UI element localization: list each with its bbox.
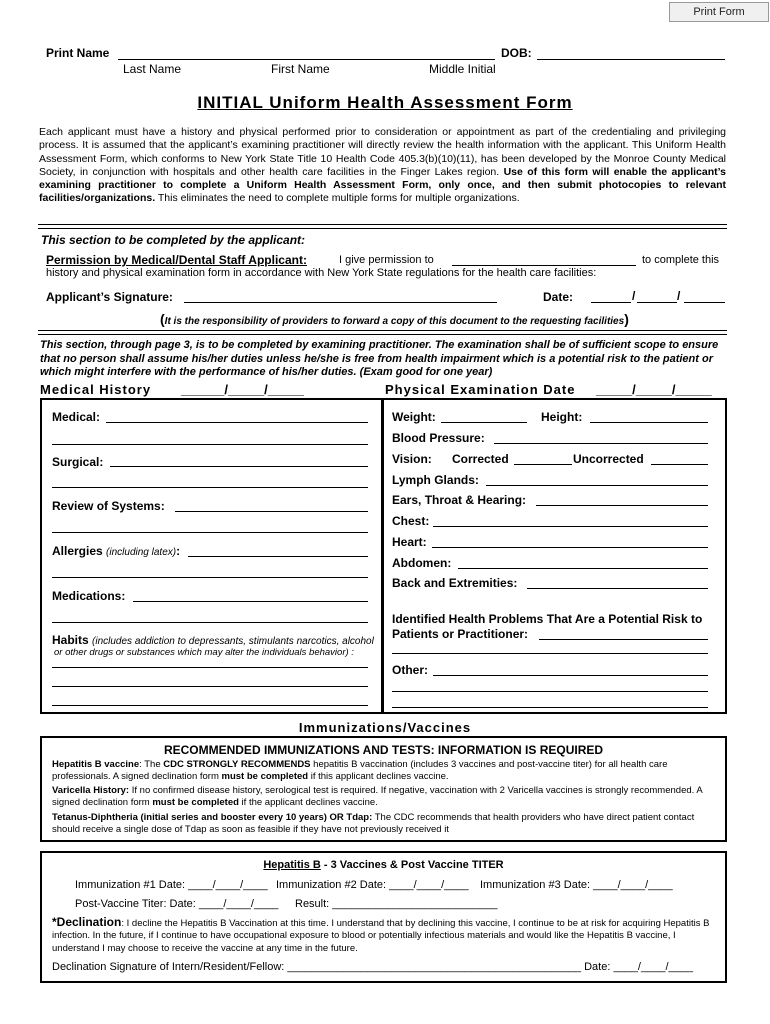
- titer-result[interactable]: Result: ___________________________: [295, 898, 498, 910]
- physical-exam-heading: Physical Examination Date: [385, 382, 576, 397]
- corrected-label: Corrected: [452, 452, 509, 466]
- section-divider: [38, 330, 727, 335]
- health-problems-field[interactable]: [539, 639, 708, 640]
- medications-label: Medications:: [52, 589, 126, 603]
- print-name-label: Print Name: [46, 46, 110, 60]
- allergies-field[interactable]: [188, 556, 368, 557]
- declination-paragraph: *Declination: I decline the Hepatitis B Vaccination at this time. I understand that by declining this vaccine, I continue to be at risk for acquiring Hepatitis B infection. In the future, if I continue to have occupational exposure to blood or potentially infectious materials and would like the Hepatitis B vaccine, I understand I may choose to receive the vaccine at any time in the future.: [52, 915, 710, 954]
- physical-exam-date[interactable]: _____/_____/_____: [596, 382, 712, 397]
- applicant-signature-field[interactable]: [184, 302, 497, 303]
- declination-signature-line[interactable]: Declination Signature of Intern/Resident/Fellow: ________________________________________________ Date: ____/____/____: [52, 961, 693, 973]
- permission-practitioner-field[interactable]: [452, 265, 636, 266]
- heart-field[interactable]: [432, 547, 708, 548]
- medical-history-date[interactable]: ______/_____/_____: [181, 382, 304, 397]
- allergies-field-line[interactable]: [52, 577, 368, 578]
- habits-label: Habits (includes addiction to depressants, stimulants narcotics, alcohol: [52, 633, 374, 647]
- habits-note: or other drugs or substances which may alter the individuals behavior) :: [54, 647, 354, 658]
- section-divider: [38, 224, 727, 229]
- dob-field[interactable]: [537, 59, 725, 60]
- dob-label: DOB:: [501, 46, 532, 60]
- last-name-caption: Last Name: [123, 62, 182, 76]
- print-name-field[interactable]: [118, 59, 495, 60]
- ent-label: Ears, Throat & Hearing:: [392, 493, 527, 507]
- lymph-glands-label: Lymph Glands:: [392, 473, 479, 487]
- applicant-section-heading: This section to be completed by the applicant:: [41, 233, 306, 247]
- date-slash: /: [632, 289, 636, 303]
- allergies-label: Allergies (including latex):: [52, 544, 181, 558]
- chest-label: Chest:: [392, 514, 430, 528]
- middle-initial-caption: Middle Initial: [429, 62, 496, 76]
- review-of-systems-label: Review of Systems:: [52, 499, 165, 513]
- applicant-date-label: Date:: [543, 290, 574, 304]
- hepb-paragraph: Hepatitis B vaccine: The CDC STRONGLY RECOMMENDS hepatitis B vaccination (includes 3 vaccines and post-vaccine titer) for all health care professionals. A signed declination form must be completed if this applicant declines vaccine.: [52, 759, 668, 783]
- permission-tail: to complete this: [642, 254, 720, 266]
- uncorrected-label: Uncorrected: [573, 452, 644, 466]
- surgical-field-line[interactable]: [52, 487, 368, 488]
- varicella-paragraph: Varicella History: If no confirmed disease history, serological test is required. If negative, vaccination with 2 Varicella vaccines is strongly recommended. A signed declination form must be completed if the applicant declines vaccine.: [52, 785, 703, 809]
- applicant-date-year[interactable]: [684, 302, 725, 303]
- back-extremities-field[interactable]: [527, 588, 708, 589]
- applicant-signature-label: Applicant’s Signature:: [46, 290, 173, 304]
- lymph-glands-field[interactable]: [486, 485, 708, 486]
- other-label: Other:: [392, 663, 428, 677]
- corrected-field[interactable]: [514, 464, 572, 465]
- practitioner-note: This section, through page 3, is to be completed by examining practitioner. The examination shall be of sufficient scope to ensure that no person shall assume his/her duties unless he/she is free from health impairment which is a potential risk to the patient or which might interfere with the performance of his/her duties. (Exam good for one year): [40, 339, 719, 378]
- immunization-1-date[interactable]: Immunization #1 Date: ____/____/____: [75, 879, 268, 891]
- date-slash: /: [677, 289, 681, 303]
- height-field[interactable]: [590, 422, 708, 423]
- permission-text: I give permission to: [339, 254, 434, 266]
- permission-label: Permission by Medical/Dental Staff Applicant:: [46, 253, 307, 267]
- medications-field-line[interactable]: [52, 622, 368, 623]
- other-field-line[interactable]: [392, 707, 708, 708]
- ent-field[interactable]: [536, 505, 708, 506]
- vision-label: Vision:: [392, 452, 432, 466]
- abdomen-field[interactable]: [458, 568, 708, 569]
- other-field[interactable]: [433, 675, 708, 676]
- hepatitis-b-title: Hepatitis B - 3 Vaccines & Post Vaccine TITER: [263, 859, 504, 871]
- health-problems-label: Identified Health Problems That Are a Potential Risk to: [392, 612, 703, 626]
- print-form-button[interactable]: Print Form: [669, 2, 769, 22]
- medications-field[interactable]: [133, 601, 368, 602]
- immunization-2-date[interactable]: Immunization #2 Date: ____/____/____: [276, 879, 469, 891]
- applicant-date-day[interactable]: [637, 302, 677, 303]
- weight-label: Weight:: [392, 410, 436, 424]
- review-of-systems-field[interactable]: [175, 511, 368, 512]
- surgical-label: Surgical:: [52, 455, 104, 469]
- weight-field[interactable]: [441, 422, 527, 423]
- heart-label: Heart:: [392, 535, 427, 549]
- blood-pressure-field[interactable]: [494, 443, 708, 444]
- permission-line2: history and physical examination form in accordance with New York State regulations for the health care facilities:: [46, 267, 597, 279]
- chest-field[interactable]: [433, 526, 708, 527]
- applicant-date-month[interactable]: [591, 302, 631, 303]
- back-extremities-label: Back and Extremities:: [392, 576, 518, 590]
- intro-paragraph: Each applicant must have a history and physical performed prior to consideration or appointment as part of the credentialing and privileging process. It is assumed that the applicant’s examining practitioner will directly review the health information with the applicant. This Uniform Health Assessment Form, which conforms to New York State Title 10 Health Code 405.3(b)(10)(11), has been developed by the Monroe County Medical Society, in conjunction with hospitals and other health care facilities in the Finger Lakes region. Use of this form will enable the applicant’s examining practitioner to complete a Uniform Health Assessment Form, only once, and then submit photocopies to relevant facilities/organizations. This eliminates the need to complete multiple forms for multiple organizations.: [39, 126, 726, 205]
- habits-field-line[interactable]: [52, 667, 368, 668]
- medical-history-heading: Medical History: [40, 382, 152, 397]
- habits-field-line[interactable]: [52, 686, 368, 687]
- review-field-line[interactable]: [52, 532, 368, 533]
- medical-field-line[interactable]: [52, 444, 368, 445]
- first-name-caption: First Name: [271, 62, 330, 76]
- habits-field-line[interactable]: [52, 705, 368, 706]
- tetanus-paragraph: Tetanus-Diphtheria (initial series and booster every 10 years) OR Tdap: The CDC recommends that health providers who have direct patient contact should receive a single dose of Tdap as soon as feasible if they have not previously received it: [52, 812, 695, 836]
- immunization-box-title: RECOMMENDED IMMUNIZATIONS AND TESTS: INFORMATION IS REQUIRED: [163, 743, 604, 757]
- page-title: INITIAL Uniform Health Assessment Form: [197, 93, 573, 112]
- health-problems-line[interactable]: [392, 653, 708, 654]
- immunizations-heading: Immunizations/Vaccines: [298, 720, 472, 735]
- surgical-field[interactable]: [110, 466, 368, 467]
- blood-pressure-label: Blood Pressure:: [392, 431, 485, 445]
- post-vaccine-titer-date[interactable]: Post-Vaccine Titer: Date: ____/____/____: [75, 898, 279, 910]
- immunization-3-date[interactable]: Immunization #3 Date: ____/____/____: [480, 879, 673, 891]
- health-problems-label-2: Patients or Practitioner:: [392, 627, 529, 641]
- medical-field[interactable]: [106, 422, 368, 423]
- height-label: Height:: [541, 410, 583, 424]
- other-field-line[interactable]: [392, 691, 708, 692]
- medical-label: Medical:: [52, 410, 101, 424]
- abdomen-label: Abdomen:: [392, 556, 452, 570]
- responsibility-note: (It is the responsibility of providers to forward a copy of this document to the requesting facilities): [160, 311, 629, 327]
- uncorrected-field[interactable]: [651, 464, 708, 465]
